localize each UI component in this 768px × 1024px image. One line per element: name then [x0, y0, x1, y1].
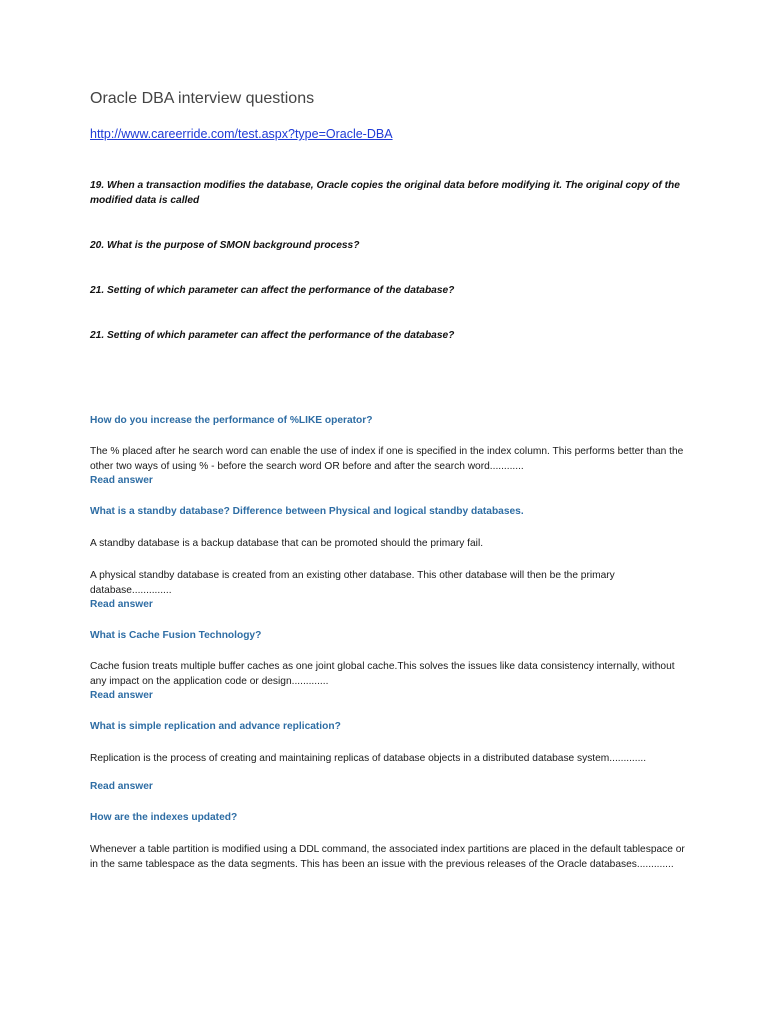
read-answer-link[interactable]: Read answer [90, 599, 153, 610]
qa-answer-cache-fusion: Cache fusion treats multiple buffer caches as one joint global cache.This solves the issues like data consistency internally, without any impact on the application code or design............. [90, 661, 675, 687]
question-20: 20. What is the purpose of SMON background process? [90, 240, 360, 251]
qa-answer-indexes-updated: Whenever a table partition is modified using a DDL command, the associated index partitions are placed in the default tablespace or in the same tablespace as the data segments. This has been an issue with the previous releases of the Oracle databases............. [90, 844, 685, 870]
qa-answer-replication: Replication is the process of creating and maintaining replicas of database objects in a distributed database system............. [90, 753, 647, 764]
qa-heading-indexes-updated: How are the indexes updated? [90, 812, 238, 823]
qa-heading-cache-fusion: What is Cache Fusion Technology? [90, 630, 262, 641]
qa-answer-standby-database: A standby database is a backup database that can be promoted should the primary fail. [90, 538, 484, 549]
read-answer-link[interactable]: Read answer [90, 690, 153, 701]
read-answer-link[interactable]: Read answer [90, 781, 153, 792]
read-answer-link[interactable]: Read answer [90, 475, 153, 486]
qa-heading-standby-database: What is a standby database? Difference between Physical and logical standby databases. [90, 506, 524, 517]
qa-heading-replication: What is simple replication and advance replication? [90, 721, 341, 732]
qa-answer-like-operator: The % placed after he search word can enable the use of index if one is specified in the index column. This performs better than the other two ways of using % - before the search word OR before and after the search word............ [90, 446, 684, 472]
question-19: 19. When a transaction modifies the database, Oracle copies the original data before modifying it. The original copy of the modified data is called [90, 180, 680, 206]
question-21-duplicate: 21. Setting of which parameter can affect the performance of the database? [90, 330, 455, 341]
qa-heading-like-operator: How do you increase the performance of %LIKE operator? [90, 415, 373, 426]
page-title: Oracle DBA interview questions [90, 90, 315, 107]
qa-answer-physical-standby: A physical standby database is created from an existing other database. This other database will then be the primary database.............. [90, 570, 615, 596]
question-21: 21. Setting of which parameter can affect the performance of the database? [90, 285, 455, 296]
source-link[interactable]: http://www.careerride.com/test.aspx?type=Oracle-DBA [90, 127, 393, 141]
